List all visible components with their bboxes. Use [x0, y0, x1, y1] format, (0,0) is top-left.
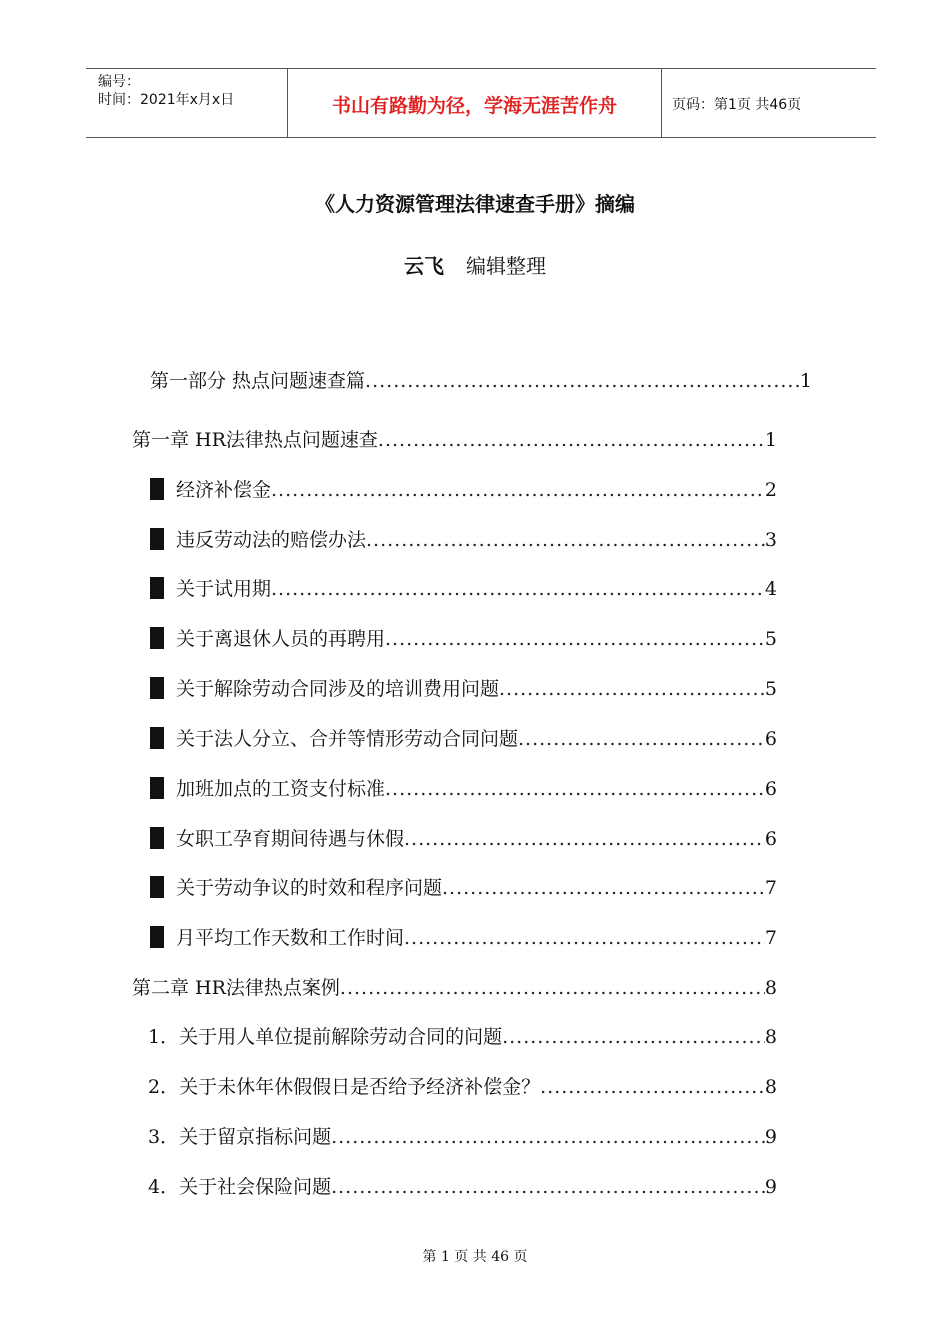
- toc-entry-page: 6: [764, 728, 777, 750]
- black-square-bullet-icon: [150, 478, 164, 500]
- black-square-bullet-icon: [150, 827, 164, 849]
- header-page-info: 页码：第1页 共46页: [672, 97, 802, 113]
- toc-section-entry[interactable]: [150, 924, 777, 952]
- toc-entry-label: 关于试用期: [176, 578, 272, 600]
- toc-entry-page: 5: [764, 628, 777, 650]
- toc-section-entry[interactable]: [150, 775, 777, 803]
- toc-entry-page: 7: [764, 877, 777, 899]
- author-role: 编辑整理: [466, 254, 546, 278]
- black-square-bullet-icon: [150, 577, 164, 599]
- toc-entry-page: 6: [764, 778, 777, 800]
- toc-case-entry[interactable]: [148, 1023, 777, 1051]
- toc-entry-page: 1: [799, 370, 812, 392]
- toc-entry-page: 7: [764, 927, 777, 949]
- toc-dot-leader: [385, 625, 765, 653]
- document-time-label: 时间：2021年x月x日: [98, 92, 235, 108]
- black-square-bullet-icon: [150, 627, 164, 649]
- toc-section-entry[interactable]: [150, 526, 777, 554]
- toc-entry-page: 8: [764, 1026, 777, 1048]
- toc-entry-label: 第一章 HR法律热点问题速查: [132, 429, 378, 451]
- toc-entry-page: 9: [764, 1126, 777, 1148]
- toc-entry-page: 5: [764, 678, 777, 700]
- toc-dot-leader: [442, 874, 765, 902]
- toc-dot-leader: [366, 526, 765, 554]
- toc-entry-page: 4: [764, 578, 777, 600]
- toc-entry-page: 1: [764, 429, 777, 451]
- toc-section-entry[interactable]: [150, 575, 777, 603]
- toc-section-entry[interactable]: [150, 825, 777, 853]
- black-square-bullet-icon: [150, 528, 164, 550]
- toc-section-entry[interactable]: [150, 625, 777, 653]
- toc-entry-label: 3．关于留京指标问题: [148, 1126, 332, 1148]
- header-motto-cell: [287, 69, 662, 137]
- black-square-bullet-icon: [150, 727, 164, 749]
- toc-case-entry[interactable]: [148, 1123, 777, 1151]
- toc-dot-leader: [365, 367, 800, 395]
- toc-dot-leader: [271, 575, 765, 603]
- header-meta-cell: [86, 69, 287, 137]
- toc-entry-page: 8: [764, 977, 777, 999]
- toc-dot-leader: [340, 974, 765, 1002]
- toc-section-entry[interactable]: [150, 476, 777, 504]
- toc-entry-label: 女职工孕育期间待遇与休假: [176, 828, 405, 850]
- toc-entry-label: 月平均工作天数和工作时间: [176, 927, 405, 949]
- toc-dot-leader: [540, 1073, 765, 1101]
- toc-section-entry[interactable]: [150, 675, 777, 703]
- toc-chapter-entry[interactable]: [132, 426, 777, 454]
- black-square-bullet-icon: [150, 926, 164, 948]
- page-header: [86, 68, 876, 138]
- toc-entry-label: 第一部分 热点问题速查篇: [150, 370, 366, 392]
- header-motto: 书山有路勤为径，学海无涯苦作舟: [331, 95, 617, 117]
- toc-case-entry[interactable]: [148, 1073, 777, 1101]
- toc-entry-page: 6: [764, 828, 777, 850]
- black-square-bullet-icon: [150, 677, 164, 699]
- toc-entry-label: 4．关于社会保险问题: [148, 1176, 332, 1198]
- toc-dot-leader: [502, 1023, 765, 1051]
- toc-entry-page: 9: [764, 1176, 777, 1198]
- header-page-cell: [662, 69, 876, 137]
- toc-dot-leader: [404, 825, 765, 853]
- document-number-label: 编号：: [98, 74, 140, 90]
- toc-entry-page: 8: [764, 1076, 777, 1098]
- author-line: [0, 250, 950, 279]
- toc-case-entry[interactable]: [148, 1173, 777, 1201]
- toc-dot-leader: [378, 426, 765, 454]
- author-name: 云飞: [404, 254, 444, 278]
- toc-entry-label: 关于法人分立、合并等情形劳动合同问题: [176, 728, 519, 750]
- toc-entry-label: 经济补偿金: [176, 479, 272, 501]
- document-title: 《人力资源管理法律速查手册》摘编: [315, 192, 635, 216]
- toc-entry-page: 3: [764, 529, 777, 551]
- toc-dot-leader: [404, 924, 765, 952]
- toc-entry-label: 第二章 HR法律热点案例: [132, 977, 340, 999]
- toc-entry-label: 违反劳动法的赔偿办法: [176, 529, 367, 551]
- toc-part-entry[interactable]: [150, 367, 812, 395]
- toc-entry-label: 关于劳动争议的时效和程序问题: [176, 877, 443, 899]
- toc-dot-leader: [385, 775, 765, 803]
- toc-section-entry[interactable]: [150, 725, 777, 753]
- toc-entry-label: 关于离退休人员的再聘用: [176, 628, 386, 650]
- toc-section-entry[interactable]: [150, 874, 777, 902]
- toc-chapter-entry[interactable]: [132, 974, 777, 1002]
- toc-entry-label: 1．关于用人单位提前解除劳动合同的问题: [148, 1026, 503, 1048]
- toc-dot-leader: [271, 476, 765, 504]
- toc-dot-leader: [331, 1123, 765, 1151]
- page-footer: 第 1 页 共 46 页: [422, 1249, 528, 1265]
- black-square-bullet-icon: [150, 777, 164, 799]
- toc-dot-leader: [499, 675, 765, 703]
- toc-entry-page: 2: [764, 479, 777, 501]
- toc-entry-label: 加班加点的工资支付标准: [176, 778, 386, 800]
- toc-entry-label: 关于解除劳动合同涉及的培训费用问题: [176, 678, 500, 700]
- toc-entry-label: 2．关于未休年休假假日是否给予经济补偿金？: [148, 1076, 541, 1098]
- toc-dot-leader: [518, 725, 765, 753]
- toc-dot-leader: [331, 1173, 765, 1201]
- black-square-bullet-icon: [150, 876, 164, 898]
